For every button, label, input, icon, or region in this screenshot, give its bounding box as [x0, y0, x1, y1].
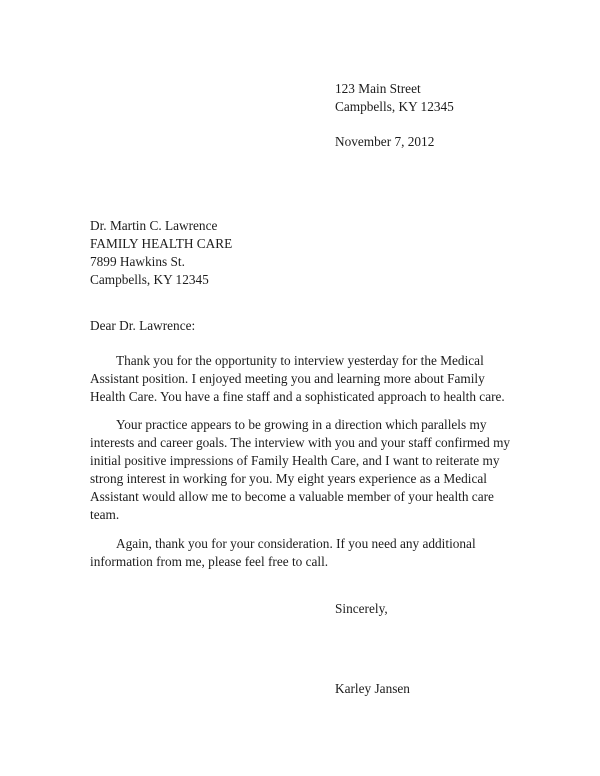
body-paragraph-3: Again, thank you for your consideration. If you need any additional information from me, please feel free to call.	[90, 536, 476, 569]
signature-name: Karley Jansen	[335, 681, 410, 696]
sender-address-line-1: 123 Main Street	[335, 81, 421, 96]
recipient-company: FAMILY HEALTH CARE	[90, 236, 233, 251]
closing: Sincerely,	[335, 601, 388, 616]
sender-address	[335, 80, 513, 116]
body-paragraph-2: Your practice appears to be growing in a direction which parallels my interests and career goals. The interview with you and your staff confirmed my initial positive impressions of Family Health Care, and I want to reiterate my strong interest in working for you. My eight years experience as a Medical Assistant would allow me to become a valuable member of your health care team.	[90, 417, 511, 522]
letter-date: November 7, 2012	[335, 134, 435, 149]
recipient-address	[90, 217, 513, 289]
sender-address-line-2: Campbells, KY 12345	[335, 99, 454, 114]
salutation: Dear Dr. Lawrence:	[90, 318, 196, 333]
recipient-city: Campbells, KY 12345	[90, 272, 209, 287]
recipient-street: 7899 Hawkins St.	[90, 254, 185, 269]
recipient-name: Dr. Martin C. Lawrence	[90, 218, 218, 233]
body-paragraph-1: Thank you for the opportunity to interview yesterday for the Medical Assistant position. I enjoyed meeting you and learning more about Family Health Care. You have a fine staff and a sophisticated approach to health care.	[90, 353, 505, 404]
